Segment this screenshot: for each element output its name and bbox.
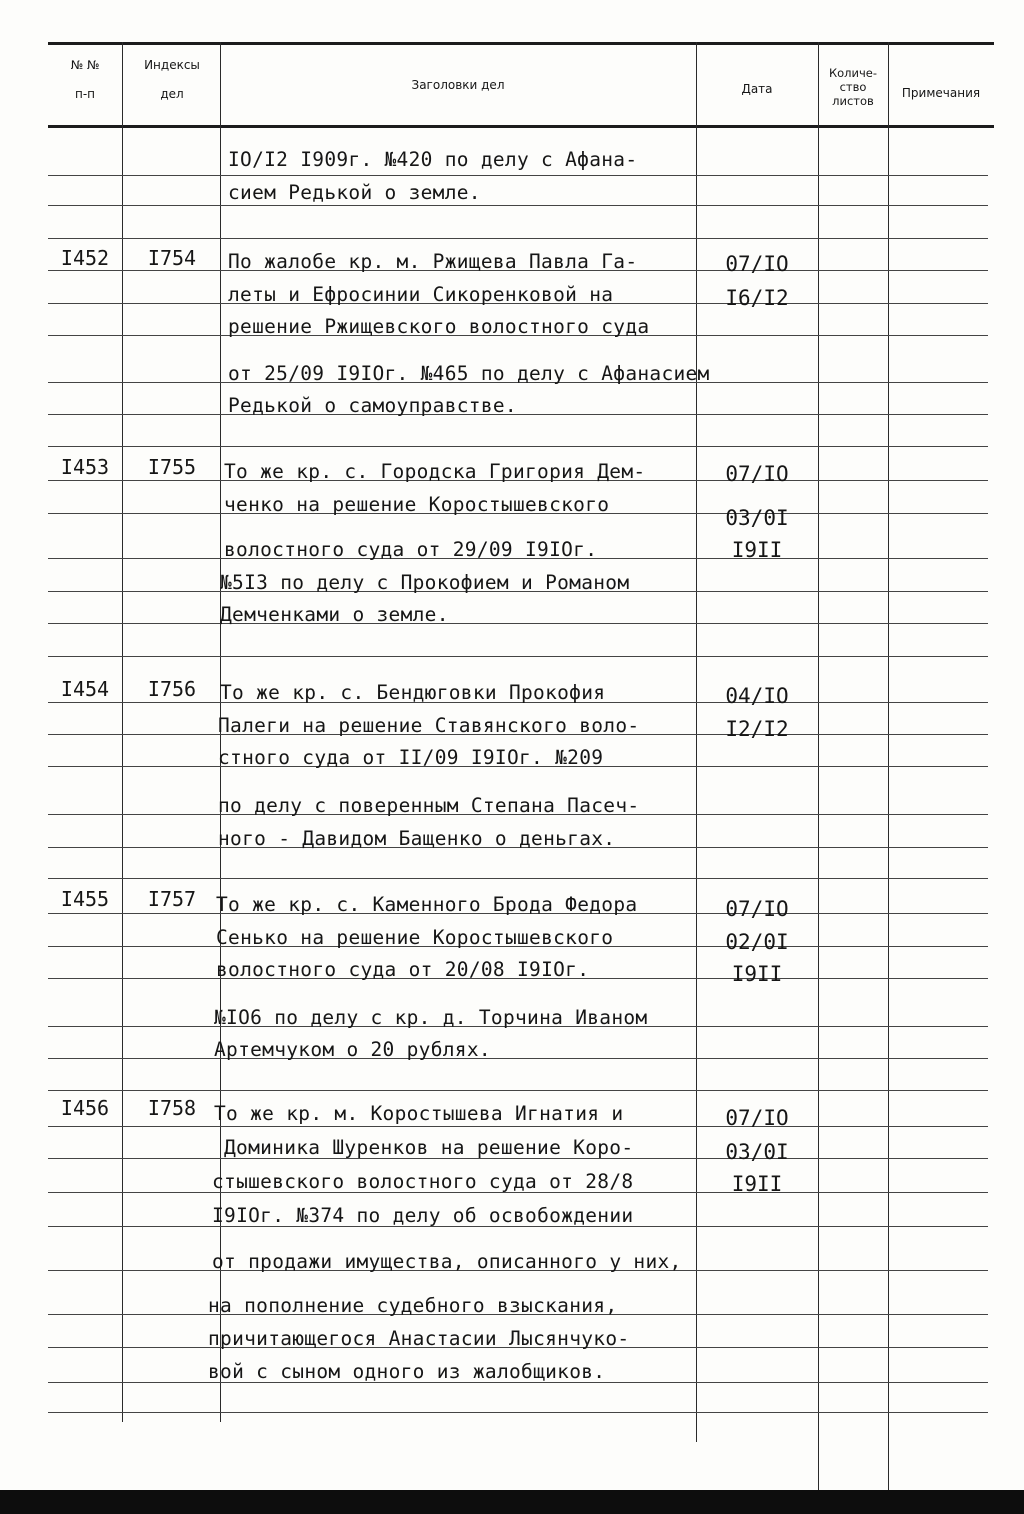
entry-1-number: I452 [60, 246, 110, 270]
ruled-line [48, 656, 988, 657]
entry-3-date-1: I2/I2 [725, 717, 789, 741]
entry-4-date-2: I9II [731, 962, 783, 986]
entry-5-line-6: причитающегося Анастасии Лысянчуко- [208, 1327, 630, 1350]
header-col-no-label: № № [70, 58, 100, 72]
entry-3-line-4: ного - Давидом Бащенко о деньгах. [218, 827, 616, 850]
scan-bottom-edge [0, 1490, 1024, 1514]
header-col-sheets [818, 66, 888, 108]
col-divider-1 [122, 42, 123, 1422]
entry-3-index: I756 [147, 677, 197, 701]
header-col-no-sub: п-п [74, 87, 96, 101]
entry-5-date-1: 03/0I [725, 1140, 789, 1164]
ruled-line [48, 1090, 988, 1091]
entry-5-line-0: То же кр. м. Коростышева Игнатия и [214, 1102, 624, 1125]
header-col-date-label: Дата [741, 82, 773, 96]
entry-5-line-3: I9IOг. №374 по делу об освобождении [212, 1204, 634, 1227]
ruled-line [48, 1058, 988, 1059]
entry-2-line-3: №5I3 по делу с Прокофием и Романом [220, 571, 630, 594]
entry-5-date-2: I9II [731, 1172, 783, 1196]
header-top-rule [48, 42, 994, 45]
ruled-line [48, 1412, 988, 1413]
ruled-line [48, 623, 988, 624]
col-divider-4 [818, 42, 819, 1512]
entry-1-line-2: решение Ржищевского волостного суда [228, 315, 650, 338]
entry-5-date-0: 07/IO [725, 1106, 789, 1130]
header-col-index-sub: дел [160, 87, 184, 101]
header-col-index-label: Индексы [144, 58, 200, 72]
col-divider-5 [888, 42, 889, 1512]
entry-3-line-3: по делу с поверенным Степана Пасеч- [218, 794, 640, 817]
entry-2-date-2: I9II [731, 538, 783, 562]
ruled-line [48, 238, 988, 239]
header-col-notes-label: Примечания [901, 86, 981, 100]
entry-5-number: I456 [60, 1096, 110, 1120]
entry-5-line-1: Доминика Шуренков на решение Коро- [224, 1136, 634, 1159]
entry-2-line-2: волостного суда от 29/09 I9IOг. [224, 538, 598, 561]
entry-2-index: I755 [147, 455, 197, 479]
ruled-line [48, 205, 988, 206]
header-col-title-label: Заголовки дел [411, 78, 505, 92]
entry-3-line-0: То же кр. с. Бендюговки Прокофия [220, 681, 606, 704]
entry-5-line-5: на пополнение судебного взыскания, [208, 1294, 618, 1317]
entry-1-line-3: от 25/09 I9IOг. №465 по делу с Афанасием [228, 362, 710, 385]
header-col-no [48, 58, 122, 102]
ruled-line [48, 446, 988, 447]
entry-2-number: I453 [60, 455, 110, 479]
header-col-sheets-label: Количе-ство листов [828, 66, 878, 108]
entry-4-date-0: 07/IO [725, 897, 789, 921]
entry-2-line-0: То же кр. с. Городска Григория Дем- [224, 460, 646, 483]
entry-2-date-1: 03/0I [725, 506, 789, 530]
entry-4-date-1: 02/0I [725, 930, 789, 954]
ruled-line [48, 175, 988, 176]
ruled-line [48, 414, 988, 415]
entry-4-line-2: волостного суда от 20/08 I9IOг. [216, 958, 590, 981]
entry-1-date-0: 07/IO [725, 252, 789, 276]
entry-5-index: I758 [147, 1096, 197, 1120]
entry-1-index: I754 [147, 246, 197, 270]
entry-4-line-4: Артемчуком о 20 рублях. [214, 1038, 491, 1061]
entry-2-date-0: 07/IO [725, 462, 789, 486]
header-bottom-rule [48, 125, 994, 128]
entry-3-number: I454 [60, 677, 110, 701]
entry-4-index: I757 [147, 887, 197, 911]
entry-3-line-1: Палеги на решение Ставянского воло- [218, 714, 640, 737]
entry-5-line-4: от продажи имущества, описанного у них, [212, 1250, 682, 1273]
entry-5-line-7: вой с сыном одного из жалобщиков. [208, 1360, 606, 1383]
entry-1-date-1: I6/I2 [725, 286, 789, 310]
entry-4-line-3: №IO6 по делу с кр. д. Торчина Иваном [214, 1006, 648, 1029]
header-col-index [124, 58, 220, 102]
entry-0-line-1: сием Редькой о земле. [228, 181, 481, 204]
entry-2-line-4: Демченками о земле. [220, 603, 449, 626]
entry-0-line-0: IO/I2 I909г. №420 по делу с Афана- [228, 148, 638, 171]
header-col-notes [888, 86, 994, 101]
entry-1-line-0: По жалобе кр. м. Ржищева Павла Га- [228, 250, 638, 273]
entry-4-line-1: Сенько на решение Коростышевского [216, 926, 614, 949]
entry-3-line-2: стного суда от II/09 I9IOг. №209 [218, 746, 604, 769]
entry-4-number: I455 [60, 887, 110, 911]
entry-2-line-1: ченко на решение Коростышевского [224, 493, 610, 516]
entry-1-line-1: леты и Ефросинии Сикоренковой на [228, 283, 614, 306]
entry-4-line-0: То же кр. с. Каменного Брода Федора [216, 893, 638, 916]
ruled-line [48, 878, 988, 879]
ruled-line [48, 1126, 988, 1127]
header-col-date [698, 82, 816, 97]
entry-5-line-2: стышевского волостного суда от 28/8 [212, 1170, 634, 1193]
entry-3-date-0: 04/IO [725, 684, 789, 708]
header-col-title [222, 78, 694, 93]
entry-1-line-4: Редькой о самоуправстве. [228, 394, 517, 417]
